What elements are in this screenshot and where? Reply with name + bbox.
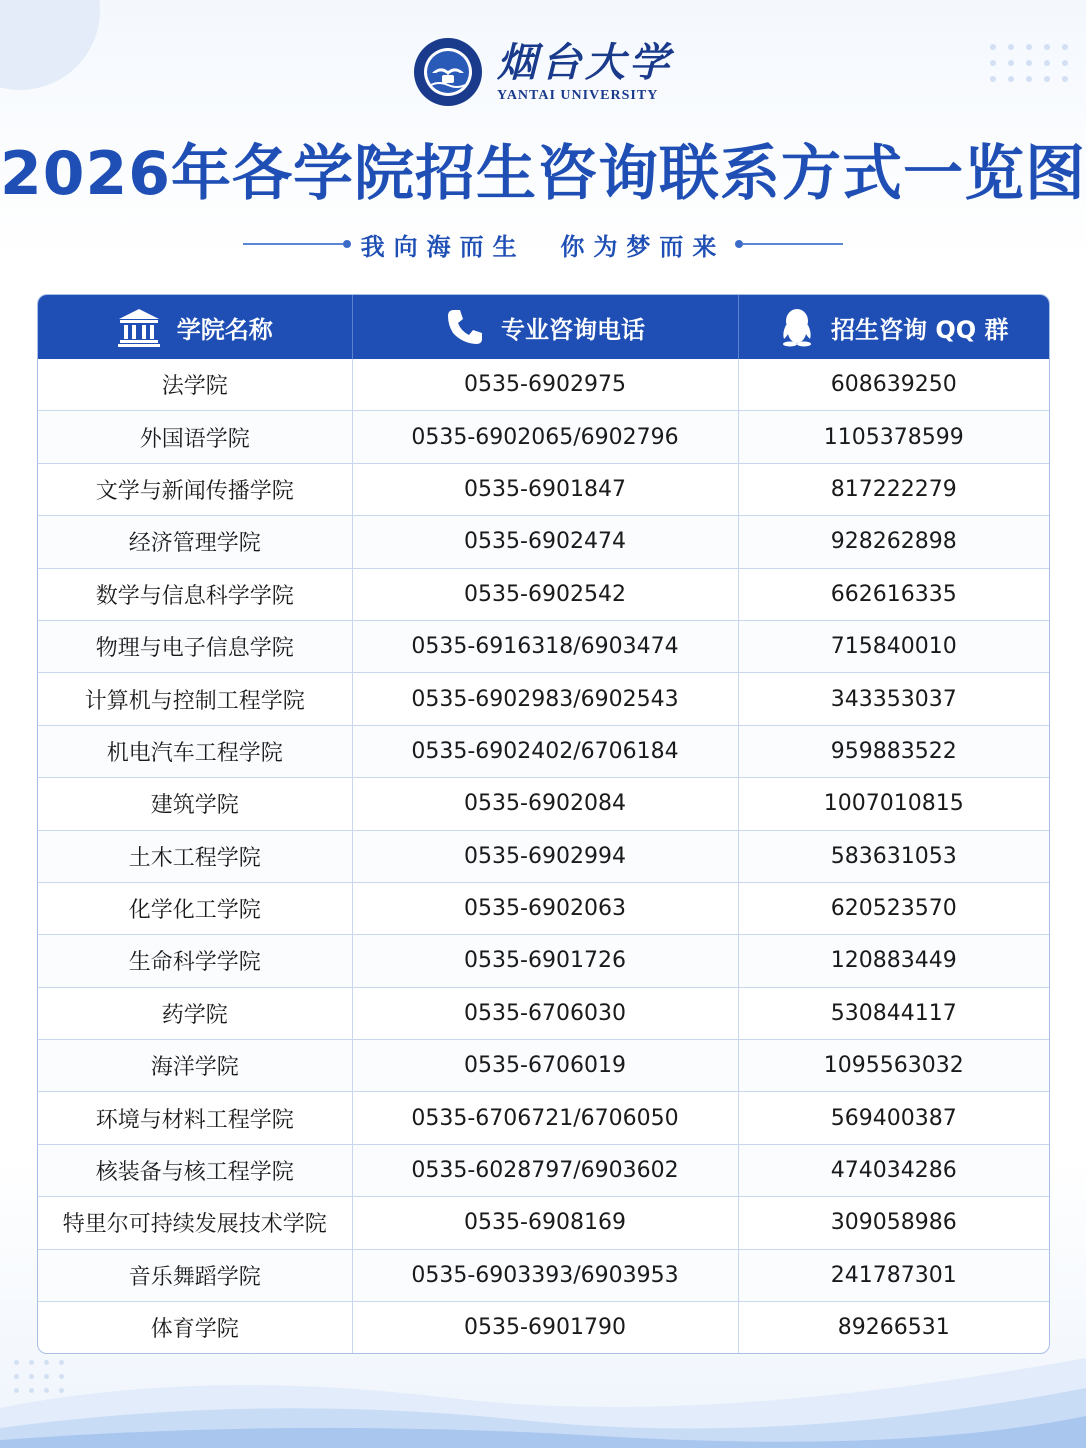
table-row (38, 359, 1049, 411)
header-phone (352, 295, 738, 359)
table-row (38, 516, 1049, 568)
college-cell: 物理与电子信息学院 (38, 620, 352, 672)
college-cell: 文学与新闻传播学院 (38, 463, 352, 515)
table-row (38, 725, 1049, 777)
qq-penguin-icon (779, 307, 815, 347)
table-row (38, 1144, 1049, 1196)
table-row (38, 673, 1049, 725)
college-cell: 土木工程学院 (38, 830, 352, 882)
slogan-divider-right (743, 243, 843, 245)
college-cell: 特里尔可持续发展技术学院 (38, 1197, 352, 1249)
phone-cell: 0535-6901847 (352, 463, 738, 515)
table-header-row (38, 295, 1049, 359)
qq-cell: 569400387 (738, 1092, 1049, 1144)
phone-cell: 0535-6706019 (352, 1040, 738, 1092)
table-row (38, 1197, 1049, 1249)
qq-cell: 1007010815 (738, 778, 1049, 830)
college-cell: 计算机与控制工程学院 (38, 673, 352, 725)
qq-cell: 817222279 (738, 463, 1049, 515)
phone-cell: 0535-6916318/6903474 (352, 620, 738, 672)
qq-cell: 620523570 (738, 882, 1049, 934)
college-cell: 音乐舞蹈学院 (38, 1249, 352, 1301)
table-row (38, 882, 1049, 934)
slogan-divider-left (243, 243, 343, 245)
table-row (38, 935, 1049, 987)
phone-cell: 0535-6901790 (352, 1302, 738, 1354)
table-row (38, 1040, 1049, 1092)
phone-cell: 0535-6028797/6903602 (352, 1144, 738, 1196)
college-cell: 药学院 (38, 987, 352, 1039)
college-cell: 化学化工学院 (38, 882, 352, 934)
slogan-row (0, 226, 1086, 262)
phone-cell: 0535-6902065/6902796 (352, 411, 738, 463)
qq-cell: 89266531 (837, 1315, 950, 1341)
college-cell: 经济管理学院 (38, 516, 352, 568)
table-row (38, 411, 1049, 463)
phone-cell: 0535-6908169 (352, 1197, 738, 1249)
phone-cell: 0535-6903393/6903953 (352, 1249, 738, 1301)
table-row (38, 778, 1049, 830)
phone-cell: 0535-6902402/6706184 (352, 725, 738, 777)
phone-cell: 0535-6902474 (352, 516, 738, 568)
college-cell: 体育学院 (38, 1302, 352, 1354)
header-qq (738, 295, 1049, 359)
qq-cell: 662616335 (738, 568, 1049, 620)
college-cell: 外国语学院 (38, 411, 352, 463)
qq-cell: 120883449 (738, 935, 1049, 987)
phone-cell: 0535-6706030 (352, 987, 738, 1039)
logo-chinese-name: 烟台大学 (497, 39, 673, 86)
college-cell: 数学与信息科学学院 (38, 568, 352, 620)
phone-cell: 0535-6901726 (352, 935, 738, 987)
college-cell: 海洋学院 (38, 1040, 352, 1092)
qq-cell: 583631053 (738, 830, 1049, 882)
college-cell: 生命科学学院 (38, 935, 352, 987)
qq-cell: 1105378599 (738, 411, 1049, 463)
college-cell: 核装备与核工程学院 (38, 1144, 352, 1196)
university-seal-icon (413, 37, 483, 107)
college-cell: 机电汽车工程学院 (38, 725, 352, 777)
header-qq-label: 招生咨询 QQ 群 (830, 315, 1009, 344)
slogan-text: 我向海而生 你为梦而来 (360, 232, 726, 261)
table-row (38, 620, 1049, 672)
college-cell: 环境与材料工程学院 (38, 1092, 352, 1144)
header-phone-label: 专业咨询电话 (501, 315, 645, 344)
table-row (38, 568, 1049, 620)
institution-icon (117, 307, 161, 347)
phone-cell: 0535-6706721/6706050 (352, 1092, 738, 1144)
table-row (38, 1092, 1049, 1144)
qq-cell: 608639250 (738, 359, 1049, 411)
page-title: 2026年各学院招生咨询联系方式一览图 (0, 139, 1086, 209)
table-row (38, 463, 1049, 515)
qq-cell: 959883522 (738, 725, 1049, 777)
phone-cell: 0535-6902542 (352, 568, 738, 620)
phone-cell: 0535-6902975 (352, 359, 738, 411)
contact-table (38, 295, 1049, 1353)
qq-cell: 241787301 (738, 1249, 1049, 1301)
qq-cell: 715840010 (738, 620, 1049, 672)
logo-english-name: YANTAI UNIVERSITY (497, 88, 659, 103)
phone-icon (445, 307, 485, 347)
phone-cell: 0535-6902084 (352, 778, 738, 830)
qq-cell: 928262898 (738, 516, 1049, 568)
college-cell: 法学院 (38, 359, 352, 411)
contact-table-body (38, 359, 1049, 1353)
college-cell: 建筑学院 (38, 778, 352, 830)
table-row (38, 1249, 1049, 1301)
bottom-wave-decoration (0, 1338, 1086, 1448)
university-logo (0, 34, 1086, 110)
contact-table-container (37, 294, 1050, 1354)
phone-cell: 0535-6902983/6902543 (352, 673, 738, 725)
qq-cell: 343353037 (738, 673, 1049, 725)
qq-cell: 1095563032 (738, 1040, 1049, 1092)
table-row (38, 987, 1049, 1039)
table-row (38, 830, 1049, 882)
qq-cell: 474034286 (738, 1144, 1049, 1196)
phone-cell: 0535-6902063 (352, 882, 738, 934)
phone-cell: 0535-6902994 (352, 830, 738, 882)
qq-cell: 530844117 (738, 987, 1049, 1039)
header-college-label: 学院名称 (176, 315, 273, 344)
qq-cell: 309058986 (738, 1197, 1049, 1249)
header-college (38, 295, 352, 359)
